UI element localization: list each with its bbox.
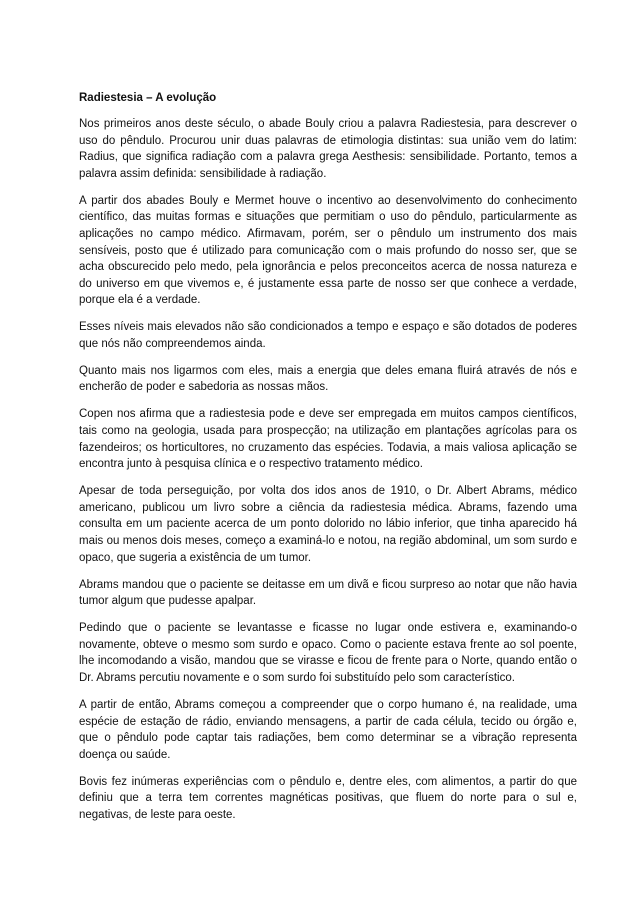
document-page — [79, 90, 577, 834]
paragraph: A partir de então, Abrams começou a compreender que o corpo humano é, na realidade, uma espécie de estação de rádio, enviando mensagens, a partir de cada célula, tecido ou órgão e, que o pêndulo pode captar tais radiações, bem como determinar se a vibração representa doença ou saúde. — [79, 698, 577, 761]
paragraph: A partir dos abades Bouly e Mermet houve o incentivo ao desenvolvimento do conhecimento científico, das muitas formas e situações que permitiam o uso do pêndulo, particularmente as aplicações no campo médico. Afirmavam, porém, ser o pêndulo um instrumento dos mais sensíveis, posto que é utilizado para comunicação com o mais profundo do nosso ser, que se acha obscurecido pelo medo, pela ignorância e pelos preconceitos acerca de nossa natureza e do universo em que vivemos e, é justamente essa parte de nosso ser que conhece a verdade, porque ela é a verdade. — [79, 194, 577, 307]
paragraph: Nos primeiros anos deste século, o abade Bouly criou a palavra Radiestesia, para descrever o uso do pêndulo. Procurou unir duas palavras de etimologia distintas: sua união vem do latim: Radius, que significa radiação com a palavra grega Aesthesis: sensibilidade. Portanto, temos a palavra assim definida: sensibilidade à radiação. — [79, 118, 577, 180]
paragraph: Quanto mais nos ligarmos com eles, mais a energia que deles emana fluirá através de nós e encherão de poder e sabedoria as nossas mãos. — [79, 364, 577, 394]
paragraph: Bovis fez inúmeras experiências com o pêndulo e, dentre eles, com alimentos, a partir do que definiu que a terra tem correntes magnéticas positivas, que fluem do norte para o sul e, negativas, de leste para oeste. — [79, 775, 577, 821]
paragraph: Apesar de toda perseguição, por volta dos idos anos de 1910, o Dr. Albert Abrams, médico americano, publicou um livro sobre a ciência da radiestesia médica. Abrams, fazendo uma consulta em um paciente acerca de um ponto dolorido no lábio inferior, que tinha aparecido há mais ou menos dois meses, começo a examiná-lo e notou, na região abdominal, um som surdo e opaco, que sugeria a existência de um tumor. — [79, 485, 577, 564]
paragraph: Copen nos afirma que a radiestesia pode e deve ser empregada em muitos campos científicos, tais como na geologia, usada para prospecção; na utilização em plantações agrícolas para os fazendeiros; os horticultores, no cruzamento das espécies. Todavia, a mais valiosa aplicação se encontra junto à pesquisa clínica e o respectivo tratamento médico. — [79, 408, 577, 471]
paragraph: Pedindo que o paciente se levantasse e ficasse no lugar onde estivera e, examinando-o novamente, obteve o mesmo som surdo e opaco. Como o paciente estava frente ao sol poente, lhe incomodando a visão, mandou que se virasse e ficou de frente para o Norte, quando então o Dr. Abrams percutiu novamente e o som surdo foi substituído pelo som característico. — [79, 622, 577, 684]
paragraph: Esses níveis mais elevados não são condicionados a tempo e espaço e são dotados de poderes que nós não compreendemos ainda. — [79, 321, 577, 350]
paragraph: Abrams mandou que o paciente se deitasse em um divã e ficou surpreso ao notar que não havia tumor algum que pudesse apalpar. — [79, 578, 577, 608]
document-title: Radiestesia – A evolução — [79, 92, 217, 104]
